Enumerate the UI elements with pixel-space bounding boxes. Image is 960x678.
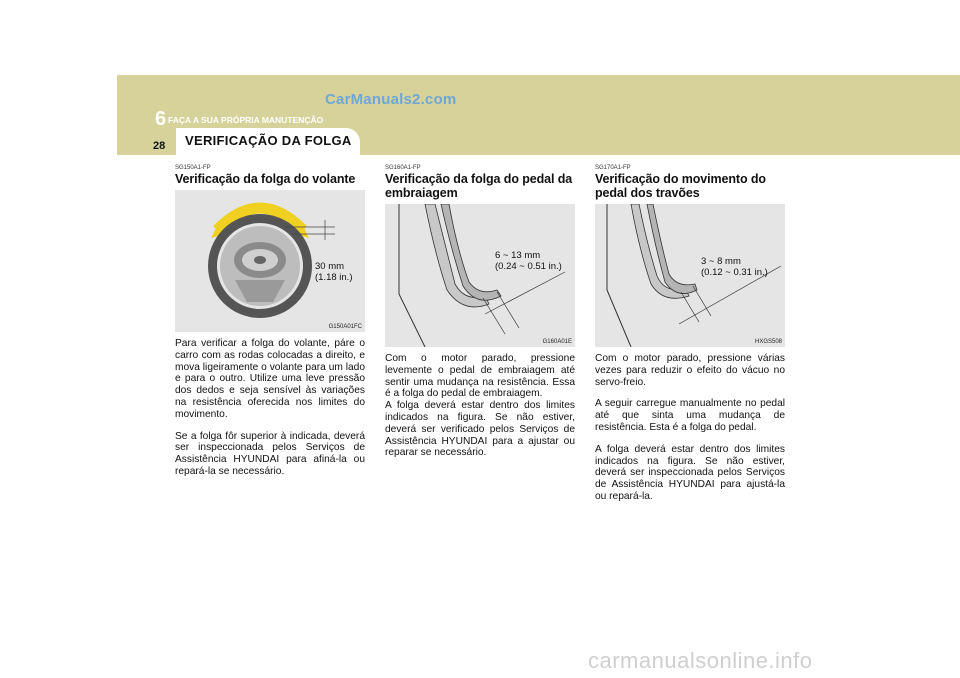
paragraph: Com o motor parado, pressione levemente o pedal de embraiagem até sentir uma mudança na resistência. Essa é a folga do pedal de embraiagem. A folga deverá estar dentro dos limites indicados na figura. Se não estiver, deverá ser verificado pelos Serviços de Assistência HYUNDAI para a ajustar ou reparar se necessário. [385, 353, 575, 459]
steering-wheel-figure [175, 190, 365, 332]
figure-measure-imperial: (0.12 ~ 0.31 in.) [701, 267, 768, 278]
chapter-number: 6 [155, 108, 167, 130]
clutch-pedal-illustration [385, 204, 575, 347]
figure-code: HXGS508 [754, 339, 782, 345]
paragraph: Para verificar a folga do volante, páre o carro com as rodas colocadas a direito, e mova ligeiramente o volante para um lado e para o outro. Utilize uma leve pressão dos dedos e seja sensível às variações na resistência oferecida nos limites do movimento. [175, 338, 365, 420]
section-code: SG160A1-FP [385, 165, 421, 171]
paragraph: A seguir carregue manualmente no pedal até que sinta uma mudança de resistência. Esta é a folga do pedal. [595, 398, 785, 433]
column-brake [595, 165, 785, 513]
figure-measure-imperial: (0.24 ~ 0.51 in.) [495, 261, 562, 272]
section-heading: Verificação do movimento do pedal dos travões [595, 172, 766, 200]
page-number: 28 [153, 140, 166, 152]
paragraph: Com o motor parado, pressione várias vezes para reduzir o efeito do vácuo no servo-freio. [595, 353, 785, 388]
section-code: SG150A1-FP [175, 165, 211, 171]
watermark-link-top[interactable]: CarManuals2.com [325, 91, 457, 108]
figure-measure: 30 mm [315, 261, 345, 272]
section-heading: Verificação da folga do pedal da embraiagem [385, 172, 573, 200]
section-heading: Verificação da folga do volante [175, 172, 356, 186]
brake-pedal-figure [595, 204, 785, 347]
figure-code: G150A01FC [328, 324, 362, 330]
figure-measure: 3 ~ 8 mm [701, 256, 741, 267]
section-body [595, 353, 785, 503]
column-steering [175, 165, 365, 488]
section-title: VERIFICAÇÃO DA FOLGA [185, 133, 352, 148]
watermark-link-bottom[interactable]: carmanualsonline.info [588, 648, 813, 673]
paragraph: Se a folga fôr superior à indicada, deverá ser inspeccionada pelos Serviços de Assistência HYUNDAI para afiná-la ou repará-la se necessário. [175, 430, 365, 477]
figure-measure-imperial: (1.18 in.) [315, 272, 353, 283]
column-clutch [385, 165, 575, 469]
section-body [175, 338, 365, 478]
section-code: SG170A1-FP [595, 165, 631, 171]
figure-code: G160A01E [542, 339, 572, 345]
chapter-title: FAÇA A SUA PRÓPRIA MANUTENÇÃO [168, 115, 324, 125]
paragraph: A folga deverá estar dentro dos limites indicados na figura. Se não estiver, deverá ser inspeccionada pelos Serviços de Assistência HYUNDAI para ajustá-la ou repará-la. [595, 443, 785, 502]
clutch-pedal-figure [385, 204, 575, 347]
figure-measure: 6 ~ 13 mm [495, 250, 541, 261]
section-body [385, 353, 575, 459]
